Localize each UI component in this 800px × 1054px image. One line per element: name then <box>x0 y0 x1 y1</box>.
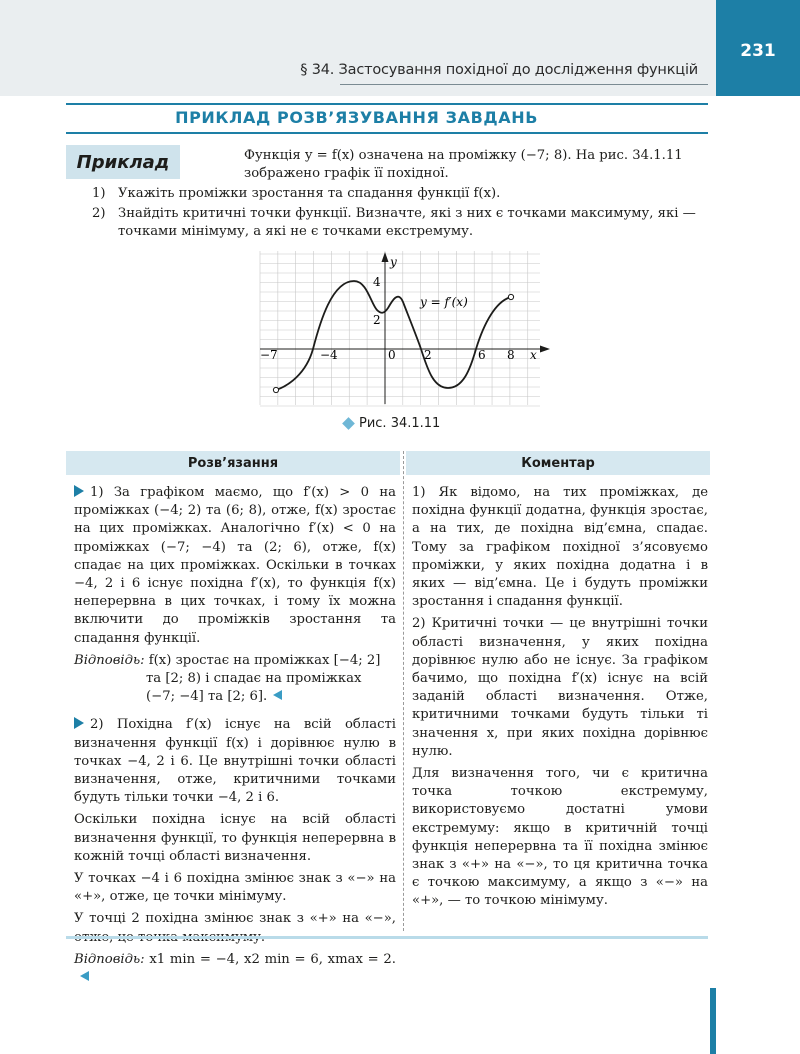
y-axis-arrow-icon <box>382 252 389 262</box>
solution-text-2: 2) Похідна f′(x) існує на всій області визначення функції f(x) і дорівнює нулю в точках −4, 2 і 6. Це внутрішні точки області визначення, отже, критичними точками будуть тільки точки −4, 2 і 6. <box>74 717 396 806</box>
section-top-rule <box>66 103 708 105</box>
task-item <box>92 185 714 203</box>
x-tick-label: 6 <box>478 348 486 362</box>
open-endpoint-left <box>273 387 278 392</box>
x-tick-label: −4 <box>320 348 338 362</box>
x-tick-label: 8 <box>507 348 515 362</box>
triangle-marker-icon <box>74 485 84 497</box>
task-number: 2) <box>92 206 106 221</box>
commentary-text-3: Для визначення того, чи є критична точка точкою екстремуму, використовуємо достатні умови екстремуму: якщо в критичній точці функція неперервна та її похідна змінює знак з «+» на «−», то ця критична точка є точкою максимуму, а якщо з «−» на «+», — то точкою мінімуму. <box>412 766 708 909</box>
x-axis-label: x <box>530 348 537 362</box>
x-tick-label: −7 <box>260 348 278 362</box>
x-axis-arrow-icon <box>540 346 550 353</box>
derivative-graph <box>258 248 554 408</box>
y-tick-label: 4 <box>373 275 381 289</box>
commentary-header: Коментар <box>406 451 710 475</box>
answer-2 <box>74 951 396 987</box>
intro-line-1: Функція y = f(x) означена на проміжку (−7; 8). На рис. 34.1.11 <box>244 148 683 163</box>
solution-text-5: У точці 2 похідна змінює знак з «+» на «−», <box>74 911 396 927</box>
commentary-text-1: 1) Як відомо, на тих проміжках, де похідна функції додатна, функція зростає, а на тих, де похідна від’ємна, спадає. Тому за графіком похідної з’ясовуємо проміжки, у яких похідна додатна і в яких — від’ємна. Це і будуть проміжки зростання і спадання функції. <box>412 485 708 610</box>
answer-label: Відповідь: <box>74 951 145 967</box>
answer-1-line-1: f(x) зростає на проміжках [−4; 2] <box>148 652 381 668</box>
curve-label: y = f′(x) <box>420 295 468 309</box>
running-head: § 34. Застосування похідної до дослідження функцій <box>300 62 698 78</box>
x-tick-label: 0 <box>388 348 396 362</box>
derivative-curve <box>276 281 511 390</box>
commentary-column <box>412 484 708 915</box>
answer-label: Відповідь: <box>74 652 145 668</box>
answer-1-line-2: та [2; 8) і спадає на проміжках <box>146 671 362 687</box>
solution-paragraph <box>74 716 396 807</box>
bottom-rule <box>66 936 708 939</box>
example-intro <box>244 147 714 183</box>
task-text: Знайдіть критичні точки функції. Визначте, які з них є точками максимуму, які — точками мінімуму, а які не є точками екстремуму. <box>118 206 696 239</box>
page-number: 231 <box>716 0 800 96</box>
solution-column <box>74 484 396 991</box>
y-tick-label: 2 <box>373 313 381 327</box>
graph-axes <box>260 252 550 404</box>
task-item <box>92 205 714 241</box>
column-divider <box>403 451 404 931</box>
answer-1 <box>74 652 396 707</box>
section-bottom-rule <box>66 132 708 134</box>
commentary-text-2: 2) Критичні точки — це внутрішні точки області визначення, у яких похідна дорівнює нулю або не існує. За графіком бачимо, що похідна f′(x) існує на всій заданій області визначення. Отже, критичними точками будуть тільки ті значення x, при яких похідна дорівнює нулю. <box>412 616 708 759</box>
task-text: Укажіть проміжки зростання та спадання функції f(x). <box>118 186 501 201</box>
y-axis-label: y <box>390 255 397 269</box>
task-list <box>92 185 714 243</box>
section-title: ПРИКЛАД РОЗВ’ЯЗУВАННЯ ЗАВДАНЬ <box>175 108 538 127</box>
end-triangle-icon <box>273 690 282 700</box>
end-triangle-icon <box>80 971 89 981</box>
graph-grid <box>260 251 540 406</box>
open-endpoint-right <box>508 294 513 299</box>
margin-bar <box>710 988 716 1054</box>
task-number: 1) <box>92 186 106 201</box>
solution-paragraph <box>74 484 396 648</box>
diamond-bullet-icon <box>342 417 355 430</box>
answer-1-line-3: (−7; −4] та [2; 6]. <box>146 689 268 705</box>
answer-2-text: x1 min = −4, x2 min = 6, xmax = 2. <box>149 951 396 967</box>
figure-caption <box>344 416 440 431</box>
x-tick-label: 2 <box>424 348 432 362</box>
solution-header: Розв’язання <box>66 451 400 475</box>
triangle-marker-icon <box>74 717 84 729</box>
example-badge: Приклад <box>66 145 180 179</box>
solution-text-4: У точках −4 і 6 похідна змінює знак з «−» на «+», отже, це точки мінімуму. <box>74 871 396 905</box>
solution-text-1: 1) За графіком маємо, що f′(x) > 0 на проміжках (−4; 2) та (6; 8), отже, f(x) зростає на цих проміжках. Аналогічно f′(x) < 0 на проміжках (−7; −4) та (2; 6), отже, f(x) спадає на цих проміжках. Оскільки в точках −4, 2 і 6 існує похідна f′(x), то функція f(x) неперервна в цих точках, і тому їх можна включити до проміжків зростання та спадання функції. <box>74 485 396 646</box>
solution-text-3: Оскільки похідна існує на всій області визначення функції, то функція неперервна в кожній точці області визначення. <box>74 812 396 864</box>
intro-line-2: зображено графік її похідної. <box>244 166 449 181</box>
header-band <box>0 0 716 96</box>
header-rule <box>340 84 708 85</box>
figure-caption-text: Рис. 34.1.11 <box>359 416 441 431</box>
